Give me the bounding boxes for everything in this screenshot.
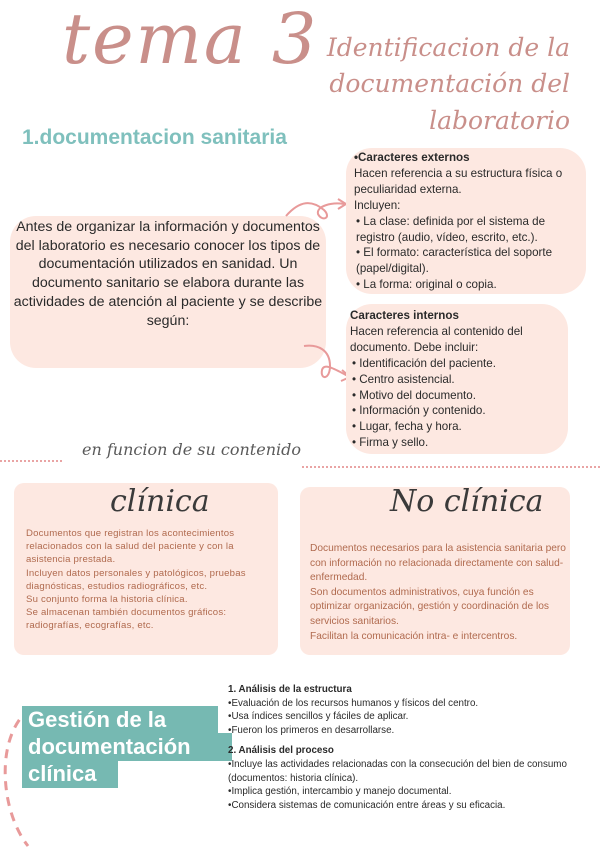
- external-line-2: Incluyen:: [354, 198, 401, 212]
- non-clinical-line: Son documentos administrativos, cuya función es optimizar organización, gestión y coordinación de los servicios sanitarios.: [310, 586, 549, 627]
- internal-title: Caracteres internos: [350, 309, 459, 322]
- list-item: • Implica gestión, intercambio y manejo documental.: [228, 785, 588, 799]
- management-title-line: Gestión de la: [28, 707, 167, 732]
- subtitle-line-1: Identificacion de la: [326, 33, 570, 62]
- list-item: • Lugar, fecha y hora.: [352, 420, 462, 434]
- arrow-icon: [282, 196, 352, 236]
- list-item: • La clase: definida por el sistema de registro (audio, vídeo, escrito, etc.).: [356, 214, 546, 244]
- spacer: [228, 737, 588, 744]
- list-item: • Motivo del documento.: [352, 388, 476, 402]
- list-item: • Firma y sello.: [352, 436, 429, 450]
- internal-content: [350, 308, 566, 451]
- management-title-line: documentación: [28, 734, 191, 759]
- list-item: • El formato: característica del soporte (papel/digital).: [356, 246, 553, 276]
- list-item: • Información y contenido.: [352, 404, 486, 418]
- non-clinical-text: [310, 542, 572, 644]
- external-line-1: Hacen referencia a su estructura física o peculiaridad externa.: [354, 166, 563, 196]
- structure-heading: 1. Análisis de la estructura: [228, 684, 352, 695]
- internal-line-1: Hacen referencia al contenido del documento. Debe incluir:: [350, 324, 523, 354]
- divider: [0, 460, 62, 462]
- clinical-line: Se almacenan también documentos gráficos: radiografías, ecografías, etc.: [26, 607, 227, 632]
- clinical-line: Documentos que registran los acontecimientos relacionados con la salud del paciente y con la asistencia prestada.: [26, 528, 235, 566]
- management-title-line: clínica: [28, 761, 97, 786]
- non-clinical-line: Documentos necesarios para la asistencia sanitaria pero con información no relacionada directamente con salud-enfermedad.: [310, 543, 566, 584]
- process-heading: 2. Análisis del proceso: [228, 745, 334, 757]
- page-title: tema 3: [62, 0, 319, 80]
- clinical-line: Su conjunto forma la historia clínica.: [26, 594, 188, 606]
- list-item: • Incluye las actividades relacionadas con la consecución del bien de consumo (documentos: historia clínica).: [228, 758, 588, 785]
- list-item: • Usa índices sencillos y fáciles de aplicar.: [228, 710, 588, 724]
- non-clinical-line: Facilitan la comunicación intra- e intercentros.: [310, 630, 518, 642]
- list-item: • Identificación del paciente.: [352, 356, 496, 370]
- management-title: [28, 706, 191, 787]
- list-item: • Evaluación de los recursos humanos y físicos del centro.: [228, 697, 588, 711]
- page-subtitle: [270, 30, 570, 139]
- clinical-title: clínica: [110, 484, 210, 519]
- clinical-text: [26, 527, 272, 633]
- non-clinical-title: No clínica: [390, 484, 544, 519]
- list-item: • Considera sistemas de comunicación entre áreas y su eficacia.: [228, 799, 588, 813]
- clinical-line: Incluyen datos personales y patológicos, pruebas diagnósticas, estudios radiográficos, etc.: [26, 567, 246, 592]
- content-divider-label: en funcion de su contenido: [82, 440, 301, 459]
- list-item: • Fueron los primeros en desarrollarse.: [228, 724, 588, 738]
- intro-text: Antes de organizar la información y documentos del laboratorio es necesario conocer los tipos de documentación utilizados en sanidad. Un documento sanitario se elabora durante las actividades de atención al paciente y se describe según:: [13, 219, 323, 329]
- subtitle-line-2: documentación del laboratorio: [329, 69, 570, 135]
- list-item: • La forma: original o copia.: [356, 278, 497, 292]
- divider: [302, 466, 600, 468]
- analysis-list: [228, 683, 588, 812]
- section-heading: 1.documentacion sanitaria: [22, 126, 287, 149]
- external-title: •Caracteres externos: [354, 151, 470, 164]
- external-content: [354, 150, 586, 293]
- list-item: • Centro asistencial.: [352, 372, 455, 386]
